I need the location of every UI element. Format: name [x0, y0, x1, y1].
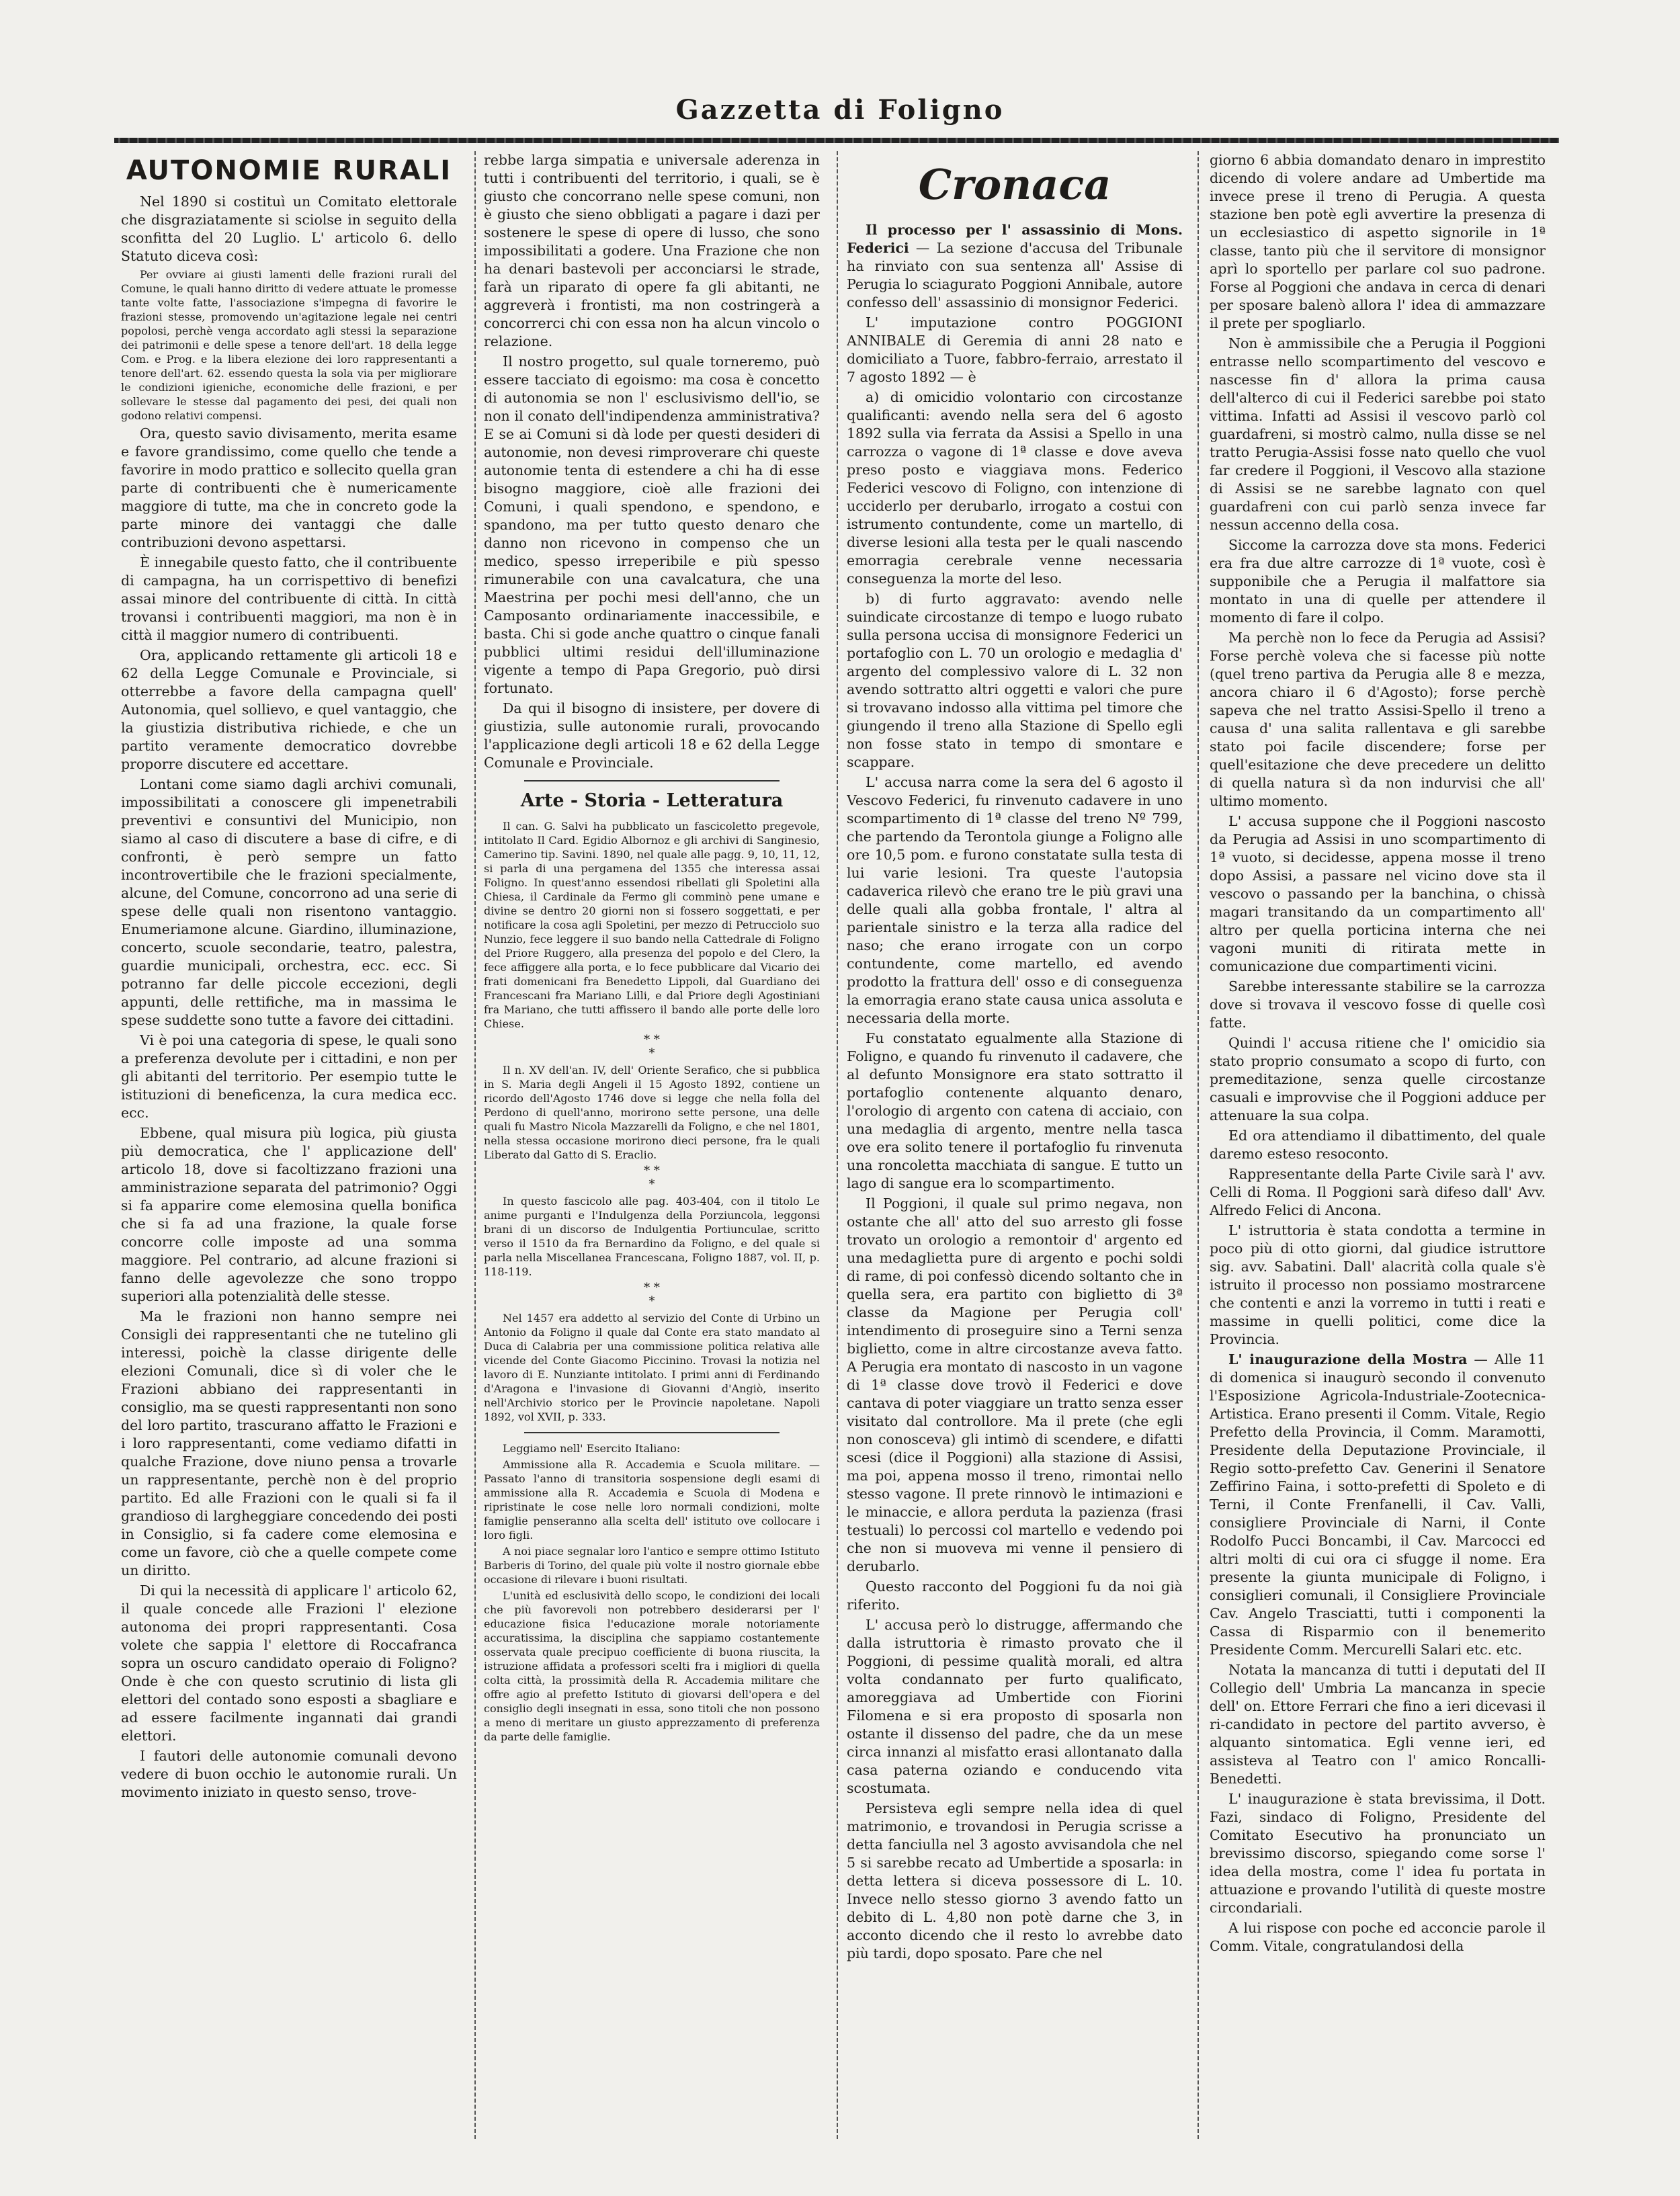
paragraph: Siccome la carrozza dove sta mons. Federici era fra due altre carrozze di 1ª vuote, così è supponibile che a Perugia il malfattore sia montato in una di quelle per attendere il momento di fare il colpo.	[1210, 537, 1546, 626]
paragraph: Questo racconto del Poggioni fu da noi già riferito.	[847, 1578, 1183, 1613]
paragraph: Di qui la necessità di applicare l' articolo 62, il quale concede alle Frazioni l' elezione autonoma dei propri rappresentanti. Cosa volete che sappia l' elettore di Roccafranca sopra un oscuro candidato operaio di Foligno? Onde è che con questo scrutinio di lista gli elettori del contado sono esposti a sbagliare e ad essere facilmente ingannati dai grandi elettori.	[121, 1582, 457, 1744]
paragraph: L' inaugurazione è stata brevissima, il Dott. Fazi, sindaco di Foligno, Presidente del Comitato Esecutivo ha pronunciato un brevissimo discorso, spiegando come sorse l' idea della mostra, come l' idea fu portata in attuazione e provando l'utilità di queste mostre circondariali.	[1210, 1791, 1546, 1916]
article-title-autonomie: AUTONOMIE RURALI	[126, 155, 452, 186]
paragraph: Persisteva egli sempre nella idea di quel matrimonio, e trovandosi in Perugia scrisse a detta fanciulla nel 3 agosto avvisandola che nel 5 si sarebbe recato ad Umbertide a sposarla: in detta lettera si diceva possessore di L. 10. Invece nello stesso giorno 3 avendo fatto un debito di L. 4,80 non potè darne che 3, in acconto dicendo che il resto lo avrebbe dato più tardi, dopo sposato. Pare che nel	[847, 1800, 1183, 1961]
paragraph: L' accusa però lo distrugge, affermando che dalla istruttoria è rimasto provato che il Poggioni, di pessime qualità morali, ed altra volta condannato per furto qualificato, amoreggiava ad Umbertide con Fiorini Filomena e si era proposto di sposarla non ostante il dissenso del padre, che da un mese circa innanzi al misfatto erasi allontanato dalla casa paterna oziando e conducendo vita scostumata.	[847, 1617, 1183, 1796]
note: Il n. XV dell'an. IV, dell' Oriente Serafico, che si pubblica in S. Maria degli Angeli il 15 Agosto 1892, contiene un ricordo dell'Agosto 1746 dove si legge che nella folla del Perdono di quell'anno, morirono sette persone, una delle quali fu Mastro Nicola Mazzarelli da Foligno, e che nel 1801, nella stessa occasione morirono dieci persone, fra le quali Liberato dal Gatto di S. Eraclio.	[484, 1064, 820, 1161]
paragraph-text: — La sezione d'accusa del Tribunale ha rinviato con sua sentenza all' Assise di Perugia lo sciagurato Poggioni Annibale, autore confesso dell' assassinio di monsignor Federici.	[847, 240, 1183, 310]
masthead: Gazzetta di Foligno	[675, 94, 1005, 126]
paragraph: L' istruttoria è stata condotta a termine in poco più di otto giorni, dal giudice istruttore sig. avv. Sabatini. Dall' alacrità colla quale s'è istruito il processo non possiamo mostrarcene che contenti e anzi la vorremo in tutti i reati e massime in quelli politici, come dice la Provincia.	[1210, 1222, 1546, 1347]
paragraph: Non è ammissibile che a Perugia il Poggioni entrasse nello scompartimento del vescovo e nascesse fin d' allora la prima causa dell'alterco di cui il Federici sarebbe poi stato vittima. Infatti ad Assisi il vescovo parlò col guardafreni, si mostrò calmo, nulla disse se nel tratto Perugia-Assisi fosse nato quello che vuol far credere il Poggioni, il Vescovo alla stazione di Assisi se ne sarebbe lagnato con quel guardafreni con cui parlò senza invece far nessun accenno della cosa.	[1210, 335, 1546, 533]
paragraph: b) di furto aggravato: avendo nelle suindicate circostanze di tempo e luogo rubato sulla persona uccisa di monsignore Federici un portafoglio con L. 70 un orologio e medaglia d' argento del complessivo valore di L. 32 non avendo sottratto altri oggetti e valori che pure si trovavano indosso alla vittima pel timore che giungendo il treno alla Stazione di Spello egli non fosse stato in tempo di smontare e scappare.	[847, 591, 1183, 770]
note: A noi piace segnalar loro l'antico e sempre ottimo Istituto Barberis di Torino, del quale più volte il nostro giornale ebbe occasione di rilevare i buoni risultati.	[484, 1545, 820, 1586]
paragraph: Ebbene, qual misura più logica, più giusta più democratica, che l' applicazione dell' articolo 18, dove si facoltizzano frazioni una amministrazione separata del patrimonio? Oggi si fa apparire come elemosina quella bonifica che si fa ad una frazione, la quale forse concorre colle imposte ad una somma maggiore. Pel contrario, ad alcune frazioni si fanno delle agevolezze che sono troppo superiori alla potenzialità delle stesse.	[121, 1125, 457, 1304]
column-divider	[1198, 151, 1199, 2140]
paragraph	[1210, 1351, 1546, 1659]
note: Ammissione alla R. Accademia e Scuola militare. — Passato l'anno di transitoria sospensione degli esami di ammissione alla R. Accademia e Scuola di Modena e ripristinate le cose nelle loro normali condizioni, molte famiglie penseranno alla scelta dell' istituto ove collocare i loro figli.	[484, 1458, 820, 1542]
column-1	[121, 151, 457, 2140]
paragraph: Ma perchè non lo fece da Perugia ad Assisi? Forse perchè voleva che si facesse più notte (quel treno partiva da Perugia alle 8 e mezza, ancora chiaro il 6 d'Agosto); forse perchè sapeva che nel tratto Assisi-Spello il treno a causa d' una salita rallentava e gli sarebbe stato poi facile discendere; forse per quell'esitazione che deve precedere un delitto di quella natura sì da non indurvisi che all' ultimo momento.	[1210, 630, 1546, 809]
column-4	[1210, 151, 1546, 2140]
note: Nel 1457 era addetto al servizio del Conte di Urbino un Antonio da Foligno il quale dal Conte era stato mandato al Duca di Calabria per una commissione politica relativa alle vicende del Conte Giacomo Piccinino. Trovasi la notizia nel lavoro di E. Nunziante intitolato. I primi anni di Ferdinando d'Aragona e l'invasione di Giovanni d'Angiò, inserito nell'Archivio storico per le Provincie napoletane. Napoli 1892, vol XVII, p. 333.	[484, 1312, 820, 1423]
paragraph: giorno 6 abbia domandato denaro in imprestito dicendo di volere andare ad Umbertide ma invece prese il treno di Perugia. A questa stazione ben potè egli avvertire la presenza di un ecclesiastico di aspetto signorile in 1ª classe, tanto più che il servitore di monsignor aprì lo sportello per parlare col suo padrone. Forse al Poggioni che andava in cerca di denari per sposare balenò allora l' idea di ammazzare il prete per spogliarlo.	[1210, 152, 1546, 331]
column-divider	[837, 151, 838, 2140]
section-rule	[524, 1432, 780, 1433]
note: In questo fascicolo alle pag. 403-404, con il titolo Le anime purganti e l'Indulgenza della Porziuncola, leggonsi brani di un discorso de Indulgentia Portiunculae, scritto verso il 1510 da fra Bernardino da Foligno, e del quale si parla nella Miscellanea Francescana, Foligno 1887, vol. II, p. 118-119.	[484, 1195, 820, 1278]
note: Il can. G. Salvi ha pubblicato un fascicoletto pregevole, intitolato Il Card. Egidio Albornoz e gli archivi di Sanginesio, Camerino tip. Savini. 1890, nel quale alle pagg. 9, 10, 11, 12, si parla di una pergamena del 1355 che interessa assai Foligno. In quest'anno essendosi ribellati gli Spoletini alla Chiesa, il Cardinale da Fermo gli comminò pene umane e divine se dentro 20 giorni non si fossero soggettati, e per notificare la cosa agli Spoletini, per mezzo di Petrucciolo suo Nunzio, fece leggere il suo bando nella Cattedrale di Foligno del Priore Ruggero, alla presenza del popolo e del Clero, la fece affiggere alla porta, e lo fece pubblicare dal Vicario dei frati domenicani fra Benedetto Lippoli, dal Guardiano dei Francescani fra Mariano Lilli, e dal Priore degli Agostiniani fra Mariano, che tutti affissero il bando alle porte delle loro Chiese.	[484, 820, 820, 1030]
paragraph: Fu constatato egualmente alla Stazione di Foligno, e quando fu rinvenuto il cadavere, che al defunto Monsignore era stato sottratto il portafoglio contenente alquanto denaro, l'orologio di argento con catena di acciaio, con una medaglia di argento, mentre nella tasca ove era solito tenere il portafoglio fu rinvenuta una roncoletta macchiata di sangue. E tutto un lago di sangue era lo scompartimento.	[847, 1030, 1183, 1191]
paragraph: Ora, questo savio divisamento, merita esame e favore grandissimo, come quello che tende a favorire in modo prattico e sollecito quella gran parte di contribuenti che è numericamente maggiore di tutte, ma che in concreto gode la parte minore dei vantaggi che dalle contribuzioni devono aspettarsi.	[121, 425, 457, 550]
separator-stars: * * *	[644, 1164, 660, 1191]
paragraph: Rappresentante della Parte Civile sarà l' avv. Celli di Roma. Il Poggioni sarà difeso dall' Avv. Alfredo Felici di Ancona.	[1210, 1166, 1546, 1218]
section-title-cronaca: Cronaca	[918, 160, 1111, 209]
paragraph: Nel 1890 si costituì un Comitato elettorale che disgraziatamente si sciolse in seguito della sconfitta del 20 Luglio. L' articolo 6. dello Statuto diceva così:	[121, 194, 457, 264]
paragraph: Ora, applicando rettamente gli articoli 18 e 62 della Legge Comunale e Provinciale, si otterrebbe a favore della campagna quell' Autonomia, quel sollievo, e quel vantaggio, che la giustizia distributiva richiede, e che un partito veramente democratico dovrebbe proporre discutere ed accettare.	[121, 647, 457, 772]
paragraph	[847, 221, 1183, 312]
statute-quote: Per ovviare ai giusti lamenti delle frazioni rurali del Comune, le quali hanno diritto di vedere attuate le promesse tante volte fatte, l'associazione s'impegna di favorire le frazioni stesse, promovendo un'agitazione legale nei centri popolosi, perchè venga accordato agli stessi la separazione dei patrimonii e delle spese a tenore dell'art. 18 della legge Com. e Prog. e la libera elezione dei loro rappresentanti a tenore dell'art. 62. essendo questa la sola via per migliorare le condizioni igieniche, economiche delle frazioni, e per sollevare le stesse dal pagamento dei pesi, dei quali non godono relativi compensi.	[121, 268, 457, 422]
paragraph: Da qui il bisogno di insistere, per dovere di giustizia, sulle autonomie rurali, provocando l'applicazione degli articoli 18 e 62 della Legge Comunale e Provinciale.	[484, 700, 820, 771]
paragraph: rebbe larga simpatia e universale aderenza in tutti i contribuenti del territorio, i quali, se è giusto che concorrano nelle spese comuni, non è giusto che sieno obbligati a pagare i dazi per sostenere le spese di opere di lusso, che sono impossibilitati a godere. Una Frazione che non ha denari bastevoli per acconciarsi le strade, farà un riparato di opere fa gli abitanti, ne aggreverà i frontisti, ma non costringerà a concorrerci chi con essa non ha alcun vincolo o relazione.	[484, 152, 820, 349]
section-title-arte: Arte - Storia - Letteratura	[520, 790, 784, 811]
masthead-rule	[114, 138, 1559, 143]
paragraph: Ed ora attendiamo il dibattimento, del quale daremo esteso resoconto.	[1210, 1128, 1546, 1162]
separator-stars: * * *	[644, 1033, 660, 1060]
column-divider	[474, 151, 476, 2140]
paragraph: L' imputazione contro POGGIONI ANNIBALE di Geremia di anni 28 nato e domiciliato a Tuore, fabbro-ferraio, arrestato il 7 agosto 1892 — è	[847, 314, 1183, 385]
paragraph: È innegabile questo fatto, che il contribuente di campagna, ha un corrispettivo di benefizi assai minore del contribuente di città. In città trovansi i contribuenti maggiori, ma non è in città il maggior numero di contribuenti.	[121, 554, 457, 643]
news-heading: Il processo per l' assassinio di Mons. Federici	[847, 222, 1183, 256]
paragraph: Quindi l' accusa ritiene che l' omicidio sia stato proprio consumato a scopo di furto, con premeditazione, senza quelle circostanze casuali e improvvise che il Poggioni adduce per attenuare la sua colpa.	[1210, 1035, 1546, 1124]
paragraph: L' accusa suppone che il Poggioni nascosto da Perugia ad Assisi in uno scompartimento di 1ª vuoto, si decidesse, appena mosse il treno dopo Assisi, a passare nel vicino dove sta il vescovo o passando per la banchina, o chissà magari transitando da un compartimento all' altro per quella porticina interna che nei vagoni muniti di ritirata mette in comunicazione due compartimenti vicini.	[1210, 813, 1546, 974]
paragraph: I fautori delle autonomie comunali devono vedere di buon occhio le autonomie rurali. Un movimento iniziato in questo senso, trove-	[121, 1748, 457, 1800]
separator-stars: * * *	[644, 1281, 660, 1308]
paragraph: A lui rispose con poche ed acconcie parole il Comm. Vitale, congratulandosi della	[1210, 1920, 1546, 1954]
note: Leggiamo nell' Esercito Italiano:	[503, 1442, 681, 1455]
news-heading: L' inaugurazione della Mostra	[1228, 1351, 1468, 1367]
paragraph: Lontani come siamo dagli archivi comunali, impossibilitati a conoscere gli impenetrabili preventivi e consuntivi del Municipio, non siamo al caso di discutere a base di cifre, e di confronti, è però sempre un fatto incontrovertibile che le frazioni specialmente, alcune, del Comune, concorrono ad una serie di spese delle quali non risentono vantaggio. Enumeriamone alcune. Giardino, illuminazione, concerto, scuole secondarie, teatro, palestra, guardie municipali, orchestra, ecc. ecc. Si potranno far delle piccole eccezioni, degli appunti, delle rettifiche, ma in massima le spese suddette sono tutte a favore dei cittadini.	[121, 776, 457, 1028]
paragraph: Ma le frazioni non hanno sempre nei Consigli dei rappresentanti che ne tutelino gli interessi, poichè la classe dirigente delle elezioni Comunali, dice sì di voler che le Frazioni abbiano dei rappresentanti in consiglio, ma se questi rappresentanti non sono del loro partito, trascurano affatto le Frazioni e i loro rappresentanti, come vediamo difatti in qualche Frazione, dove niuno pensa a trovarle un rappresentante, perchè non è del proprio partito. Ed alle Frazioni con le quali si fa il grandioso di largheggiare concedendo dei posti in Consiglio, si fa cadere come elemosina e come un favore, ciò che a quelle compete come un diritto.	[121, 1308, 457, 1578]
note: L'unità ed esclusività dello scopo, le condizioni dei locali che più favorevoli non potrebbero desiderarsi per l' educazione fisica l'educazione morale notoriamente accuratissima, la disciplina che sappiamo costantemente osservata quale precipuo coefficiente di buona riuscita, la istruzione affidata a professori scelti fra i migliori di quella colta città, la prossimità della R. Accademia militare che offre agio al prefetto Istituto di giovarsi dell'opera e del consiglio degli insegnati in essa, sono titoli che non possono a meno di meritare un giusto apprezzamento di preferenza da parte delle famiglie.	[484, 1589, 820, 1743]
paragraph: Il Poggioni, il quale sul primo negava, non ostante che all' atto del suo arresto gli fosse trovato un orologio a remontoir d' argento ed una medaglietta pure di argento e pochi soldi di rame, di poi confessò dicendo soltanto che in quella sera, era partito con biglietto di 3ª classe da Magione per Perugia coll' intendimento di proseguire sino a Terni senza biglietto, come in altre circostanze aveva fatto. A Perugia era montato di nascosto in un vagone di 1ª classe dove trovò il Federici e dove cantava di poter viaggiare un tratto senza esser visitato dal controllore. Ma il prete (che egli non conosceva) gli intimò di scendere, e difatti scesi (dice il Poggioni) alla stazione di Assisi, ma poi, appena mosso il treno, rimontai nello stesso vagone. Il prete rinnovò le intimazioni e le minaccie, e allora perduta la pazienza (frasi testuali) lo percossi col martello e vedendo poi che non si muoveva mi venne il pensiero di derubarlo.	[847, 1195, 1183, 1574]
column-3	[847, 151, 1183, 2140]
paragraph: Il nostro progetto, sul quale torneremo, può essere tacciato di egoismo: ma cosa è concetto di autonomia se non l' esclusivismo dell'io, se non il conato dell'indipendenza amministrativa? E se ai Comuni si dà lode per questi desideri di autonomie, non devesi rimproverare chi queste autonomie tenta di estendere a chi ha di esse bisogno maggiore, cioè alle frazioni dei Comuni, i quali spendono, e spendono, e spandono, ma per tutto questo denaro che danno non ricevono in compenso che un medico, spesso irreperibile e più spesso rimunerabile con una cavalcatura, che una Maestrina per pochi mesi dell'anno, che un Camposanto ordinariamente inaccessibile, e basta. Chi si gode anche quattro o cinque fanali pubblici ultimi residui dell'illuminazione vigente a tempo di Papa Gregorio, può dirsi fortunato.	[484, 353, 820, 696]
paragraph: Sarebbe interessante stabilire se la carrozza dove si trovava il vescovo fosse di quelle così fatte.	[1210, 978, 1546, 1031]
paragraph: a) di omicidio volontario con circostanze qualificanti: avendo nella sera del 6 agosto 1892 sulla via ferrata da Assisi a Spello in una carrozza o vagone di 1ª classe e dove aveva preso posto e viaggiava mons. Federico Federici vescovo di Foligno, con intenzione di ucciderlo per derubarlo, irrogato a costui con istrumento contundente, come un martello, di diverse lesioni alla testa per le quali nascendo emorragia cerebrale venne necessaria conseguenza la morte del leso.	[847, 389, 1183, 587]
paragraph: Vi è poi una categoria di spese, le quali sono a preferenza devolute per i cittadini, e non per gli abitanti del territorio. Per esempio tutte le istituzioni di beneficenza, la cura medica ecc. ecc.	[121, 1032, 457, 1121]
section-rule	[524, 780, 780, 782]
paragraph-text: — Alle 11 di domenica si inaugurò secondo il convenuto l'Esposizione Agricola-Industriale-Zootecnica-Artistica. Erano presenti il Comm. Vitale, Regio Prefetto della Provincia, il Comm. Maramotti, Presidente della Deputazione Provinciale, il Regio sotto-prefetto Cav. Generini il Senatore Zeffirino Faina, i sotto-prefetti di Spoleto e di Terni, il Conte Frenfanelli, il Cav. Valli, consigliere Provinciale di Narni, il Conte Rodolfo Pucci Boncambi, il Cav. Marcocci ed altri molti di cui ora ci sfugge il nome. Era presente la giunta municipale di Foligno, i consiglieri comunali, il Consigliere Provinciale Cav. Angelo Trasciatti, tutti i componenti la Cassa di Risparmio con il benemerito Presidente Comm. Mercurelli Salari etc. etc.	[1210, 1351, 1546, 1658]
paragraph: L' accusa narra come la sera del 6 agosto il Vescovo Federici, fu rinvenuto cadavere in uno scompartimento di 1ª classe del treno Nº 799, che partendo da Terontola giunge a Foligno alle ore 10,5 pom. e furono constatate sulla testa di lui varie lesioni. Tra queste l'autopsia cadaverica rilevò che erano tre le più gravi una delle quali alla gobba frontale, l' altra al parientale sinistro e la terza alla radice del naso; che erano irrogate con un corpo contundente, come martello, ed avendo prodotto la frattura dell' osso e di conseguenza la emorragia erano state causa unica assoluta e necessaria della morte.	[847, 774, 1183, 1026]
column-2	[484, 151, 820, 2140]
paragraph: Notata la mancanza di tutti i deputati del II Collegio dell' Umbria La mancanza in specie dell' on. Ettore Ferrari che fino a ieri dicevasi il ri-candidato in pectore del partito avverso, è alquanto sintomatica. Egli venne ieri, ed assisteva al Teatro con l' amico Roncalli-Benedetti.	[1210, 1662, 1546, 1787]
